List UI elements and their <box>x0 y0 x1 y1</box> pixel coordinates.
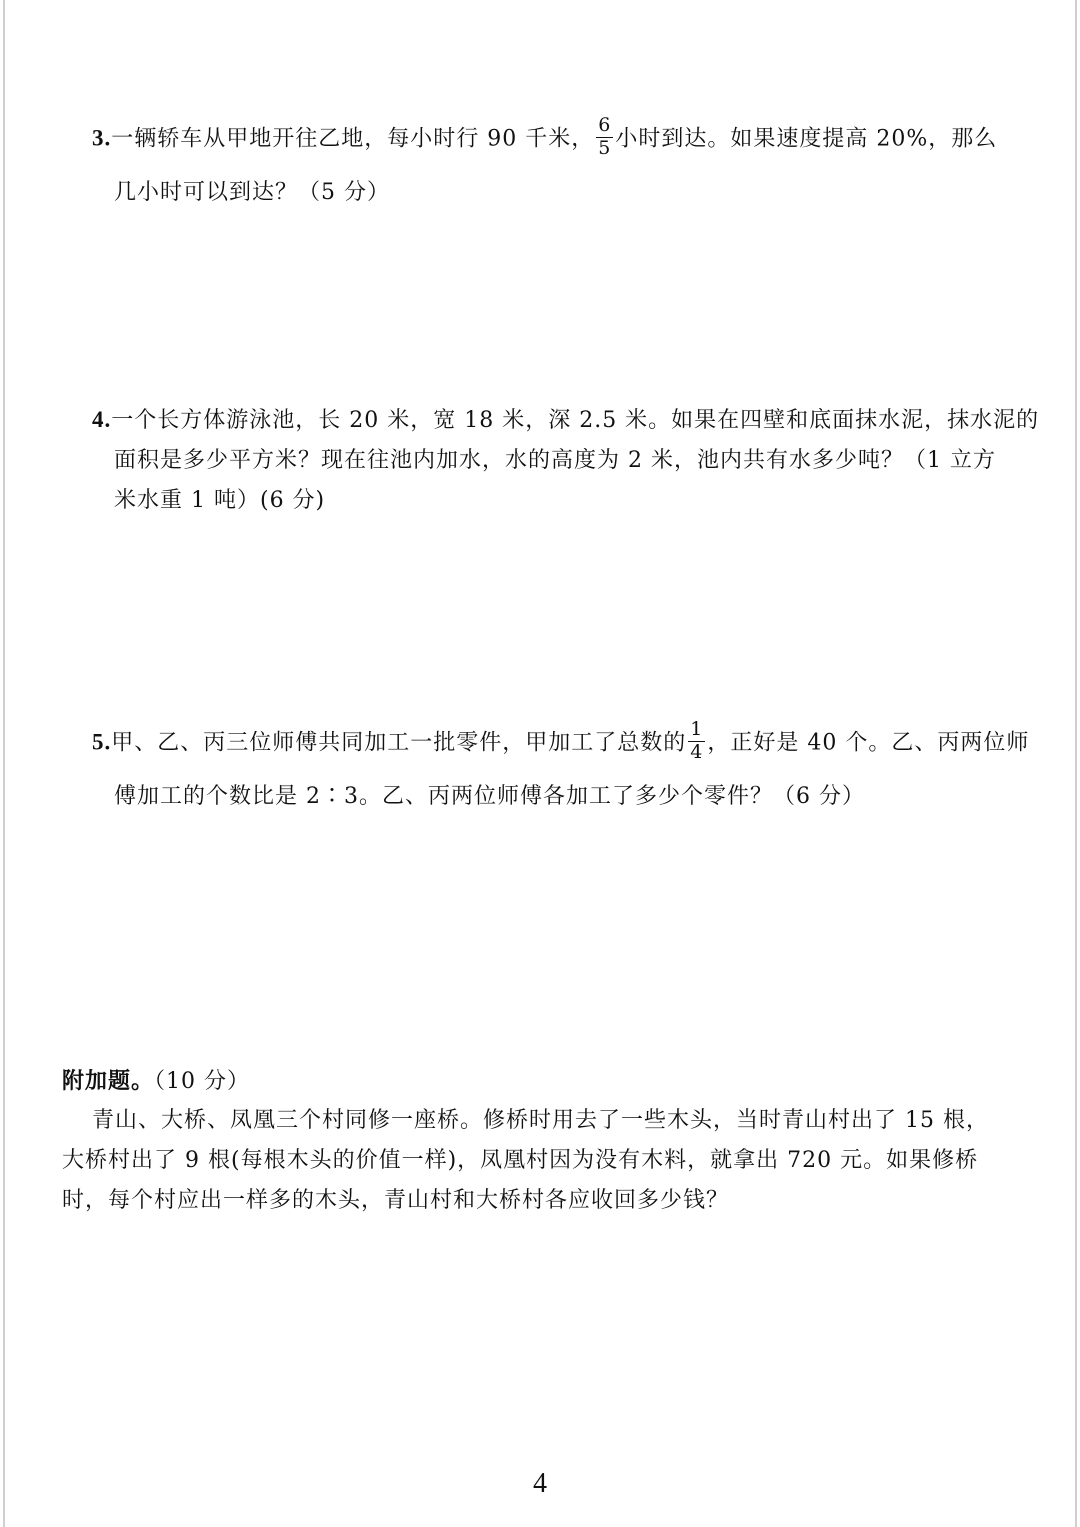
question-4-line-2: 面积是多少平方米？现在往池内加水，水的高度为 2 米，池内共有水多少吨？（1 立方 <box>114 448 996 473</box>
question-4-line-1 <box>92 408 1039 432</box>
question-5-number: 5. <box>92 729 112 755</box>
question-3-number: 3. <box>92 125 112 151</box>
bonus-line-2: 大桥村出了 9 根(每根木头的价值一样)，凤凰村因为没有木料，就拿出 720 元。如果修桥 <box>62 1148 979 1173</box>
question-3-text-b: 小时到达。如果速度提高 20%，那么 <box>615 126 998 152</box>
question-5-line-2: 傅加工的个数比是 2∶3。乙、丙两位师傅各加工了多少个零件？（6 分） <box>114 784 865 809</box>
question-4-line-3: 米水重 1 吨）(6 分) <box>114 488 326 513</box>
page-border-right <box>1075 0 1077 1527</box>
question-5-line-1 <box>92 718 1030 765</box>
fraction-numerator: 1 <box>690 718 704 740</box>
fraction-numerator: 6 <box>598 114 612 136</box>
question-5-text-b: ，正好是 40 个。乙、丙两位师 <box>707 730 1030 756</box>
fraction-denominator: 4 <box>690 740 704 763</box>
bonus-points: （10 分） <box>154 1069 251 1094</box>
fraction-six-fifths <box>596 116 613 159</box>
question-3-text-a: 一辆轿车从甲地开往乙地，每小时行 90 千米， <box>111 126 595 152</box>
bonus-line-3: 时，每个村应出一样多的木头，青山村和大桥村各应收回多少钱？ <box>62 1188 730 1213</box>
question-5-text-a: 甲、乙、丙三位师傅共同加工一批零件，甲加工了总数的 <box>111 730 687 756</box>
bonus-line-1: 青山、大桥、凤凰三个村同修一座桥。修桥时用去了一些木头，当时青山村出了 15 根， <box>92 1108 989 1133</box>
bonus-title: 附加题。 <box>62 1068 155 1094</box>
page-border-left <box>3 0 5 1527</box>
fraction-one-quarter <box>688 720 705 763</box>
fraction-denominator: 5 <box>598 136 612 159</box>
question-3-line-2: 几小时可以到达？（5 分） <box>114 180 390 205</box>
page-number: 4 <box>533 1468 547 1499</box>
question-4-text-1: 一个长方体游泳池，长 20 米，宽 18 米，深 2.5 米。如果在四壁和底面抹水泥，抹水泥的 <box>111 408 1040 433</box>
question-4-number: 4. <box>92 407 112 432</box>
bonus-heading <box>62 1070 250 1093</box>
question-3-line-1 <box>92 114 998 161</box>
